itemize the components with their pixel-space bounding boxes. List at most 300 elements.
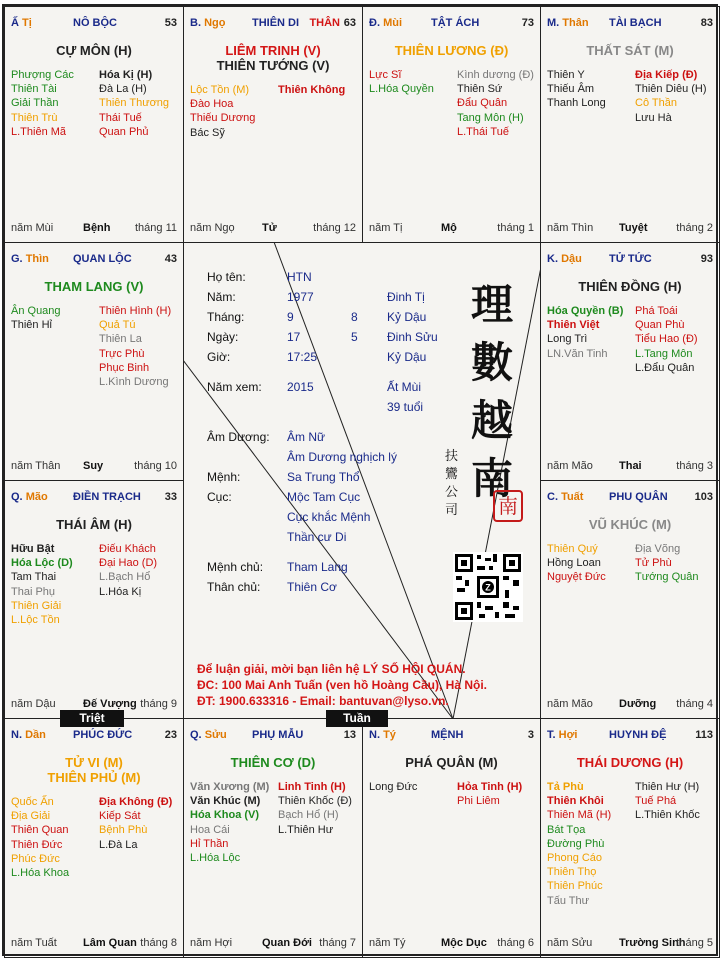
palace-footer bbox=[369, 222, 534, 236]
palace-name: NÔ BỘC bbox=[73, 17, 117, 29]
palace-name: PHỤ MẪU bbox=[252, 729, 304, 741]
palace-month: tháng 1 bbox=[497, 222, 534, 234]
palace-footer bbox=[11, 937, 177, 951]
minor-stars-left bbox=[547, 780, 611, 908]
main-stars bbox=[5, 517, 183, 532]
palace-name: TỬ TỨC bbox=[609, 253, 652, 265]
minor-stars-left bbox=[11, 304, 61, 332]
hour-value: 17:25 bbox=[287, 350, 318, 364]
palace-month: tháng 4 bbox=[676, 698, 713, 710]
main-star: PHÁ QUÂN (M) bbox=[405, 755, 498, 770]
minor-star: Thiên Phúc bbox=[547, 880, 603, 893]
palace-month: tháng 2 bbox=[676, 222, 713, 234]
minor-star: Nguyệt Đức bbox=[547, 571, 606, 584]
thanchu-value: Thiên Cơ bbox=[287, 580, 337, 594]
palace-name: QUAN LỘC bbox=[73, 253, 132, 265]
palace-phase: Suy bbox=[83, 460, 104, 472]
minor-star: L.Đẩu Quân bbox=[635, 361, 695, 374]
minor-star: Kình dương (Đ) bbox=[457, 69, 534, 81]
calligraphy-char: 理 bbox=[470, 280, 513, 329]
amduong-note: Âm Dương nghịch lý bbox=[287, 450, 397, 464]
minor-star: L.Kình Dương bbox=[99, 376, 169, 389]
minor-star: Giải Thần bbox=[11, 97, 59, 110]
minor-star: Phong Cáo bbox=[547, 852, 603, 865]
minor-stars-left bbox=[369, 780, 417, 794]
main-star: THIÊN TƯỚNG (V) bbox=[216, 58, 330, 73]
minor-star: Tướng Quân bbox=[635, 571, 699, 584]
triet-tag: Triệt bbox=[60, 710, 124, 727]
minor-star: Trực Phù bbox=[99, 347, 145, 360]
day-lunar: 5 bbox=[351, 330, 358, 344]
palace-header bbox=[190, 729, 356, 743]
palace-position: N. Dần bbox=[11, 729, 46, 741]
palace-header bbox=[11, 729, 177, 743]
minor-star: Kiếp Sát bbox=[99, 810, 141, 823]
calligraphy-char: 數 bbox=[470, 338, 513, 387]
minor-stars-left bbox=[547, 304, 623, 361]
minor-star: Thiên Giải bbox=[11, 599, 62, 612]
palace-phase: Đế Vượng bbox=[83, 698, 137, 710]
main-star: CỰ MÔN (H) bbox=[56, 43, 132, 58]
cuc-label: Cục: bbox=[207, 490, 232, 504]
minor-stars-left bbox=[369, 68, 434, 96]
cuc-note: Cục khắc Mệnh bbox=[287, 510, 371, 524]
minor-star: Hoa Cái bbox=[190, 823, 230, 836]
minor-stars-right bbox=[99, 542, 157, 599]
cuc-note-2: Thần cư Di bbox=[287, 530, 347, 544]
palace-phase: Bệnh bbox=[83, 222, 111, 234]
palace-position: B. Ngọ bbox=[190, 17, 226, 29]
main-stars bbox=[5, 755, 183, 785]
palace-name: TẬT ÁCH bbox=[431, 17, 480, 29]
minor-star: Địa Kiếp (Đ) bbox=[635, 69, 698, 81]
main-star: THÁI DƯƠNG (H) bbox=[576, 755, 684, 770]
palace-position: Ấ Tị bbox=[11, 17, 32, 29]
palace-year: năm Tị bbox=[369, 222, 403, 234]
palace-phase: Quan Đới bbox=[262, 937, 312, 949]
calligraphy-char: 越 bbox=[470, 396, 513, 445]
palace-position: N. Tý bbox=[369, 729, 396, 741]
minor-star: Hóa Kị (H) bbox=[99, 69, 153, 81]
minor-star: Địa Giải bbox=[11, 810, 51, 823]
svg-text:Z: Z bbox=[485, 582, 491, 593]
main-stars bbox=[363, 755, 540, 770]
calligraphy-char: 南 bbox=[470, 454, 513, 503]
side-vertical-text: 扶 鸞 公 司 bbox=[445, 449, 459, 518]
main-stars bbox=[184, 755, 362, 770]
palace-year: năm Mão bbox=[547, 698, 593, 710]
palace-month: tháng 6 bbox=[497, 937, 534, 949]
palace-name: TÀI BẠCH bbox=[609, 17, 662, 29]
minor-star: Thiếu Dương bbox=[190, 112, 256, 125]
palace-position: K. Dậu bbox=[547, 253, 582, 265]
palace-position: T. Hợi bbox=[547, 729, 578, 741]
minor-star: Cô Thần bbox=[635, 97, 677, 110]
minor-star: Thiên Quý bbox=[547, 543, 598, 555]
minor-star: Thiếu Âm bbox=[547, 83, 595, 96]
palace-cell bbox=[540, 480, 720, 719]
minor-star: Quan Phù bbox=[635, 319, 685, 332]
palace-number: 3 bbox=[527, 729, 534, 741]
minor-star: Địa Không (Đ) bbox=[99, 796, 173, 808]
main-stars bbox=[363, 43, 540, 58]
minor-star: Thiên Diêu (H) bbox=[635, 83, 707, 96]
minor-star: Phá Toái bbox=[635, 305, 678, 317]
contact-phone-email: ĐT: 1900.633316 - Email: bantuvan@lyso.vn. bbox=[197, 694, 449, 708]
palace-cell bbox=[4, 480, 184, 719]
minor-star: Đào Hoa bbox=[190, 98, 234, 111]
minor-stars-right bbox=[278, 83, 345, 97]
palace-footer bbox=[369, 937, 534, 951]
tuan-tag: Tuần bbox=[326, 710, 388, 727]
main-stars bbox=[184, 43, 362, 73]
main-star: THIÊN CƠ (D) bbox=[230, 755, 316, 770]
month-lunar: 8 bbox=[351, 310, 358, 324]
than-marker: THÂN bbox=[309, 17, 340, 29]
palace-position: M. Thân bbox=[547, 17, 589, 29]
palace-header bbox=[547, 17, 713, 31]
palace-number: 73 bbox=[521, 17, 534, 29]
minor-star: Văn Xương (M) bbox=[190, 781, 270, 793]
main-star: THÁI ÂM (H) bbox=[56, 517, 132, 532]
palace-phase: Lâm Quan bbox=[83, 937, 137, 949]
main-stars bbox=[541, 517, 719, 532]
minor-star: Phục Binh bbox=[99, 361, 150, 374]
minor-star: Hữu Bật bbox=[11, 543, 55, 555]
minor-star: Bạch Hổ (H) bbox=[278, 809, 339, 822]
minor-star: Thiên Mã (H) bbox=[547, 809, 612, 822]
minor-star: L.Lộc Tồn bbox=[11, 614, 60, 627]
palace-header bbox=[547, 491, 713, 505]
month-can: Kỷ Dậu bbox=[387, 310, 427, 324]
minor-stars-left bbox=[547, 542, 606, 585]
minor-star: Thái Tuế bbox=[99, 111, 142, 124]
minor-star: Thiên Đức bbox=[11, 838, 63, 851]
minor-stars-left bbox=[547, 68, 606, 111]
palace-year: năm Ngọ bbox=[190, 222, 235, 234]
name-value: HTN bbox=[287, 270, 312, 284]
year-can: Đinh Tị bbox=[387, 290, 425, 304]
main-star: THIÊN PHỦ (M) bbox=[47, 770, 141, 785]
minor-star: Lưu Hà bbox=[635, 111, 672, 124]
qr-code[interactable] bbox=[453, 552, 523, 622]
palace-month: tháng 7 bbox=[319, 937, 356, 949]
minor-star: Thanh Long bbox=[547, 97, 606, 110]
menh-label: Mệnh: bbox=[207, 470, 241, 484]
minor-star: Thiên Hình (H) bbox=[99, 305, 172, 317]
palace-year: năm Sửu bbox=[547, 937, 593, 949]
palace-position: Q. Sửu bbox=[190, 729, 227, 741]
month-value: 9 bbox=[287, 310, 294, 324]
palace-number: 103 bbox=[694, 491, 713, 503]
minor-star: Tử Phù bbox=[635, 557, 672, 570]
menh-value: Sa Trung Thổ bbox=[287, 470, 360, 484]
minor-star: Thiên Thọ bbox=[547, 866, 597, 879]
minor-star: L.Thiên Khốc bbox=[635, 809, 700, 822]
palace-number: 13 bbox=[343, 729, 356, 741]
palace-name: ĐIỀN TRẠCH bbox=[73, 491, 141, 503]
palace-month: tháng 11 bbox=[134, 222, 177, 234]
minor-stars-right bbox=[635, 542, 699, 585]
minor-star: L.Thái Tuế bbox=[457, 125, 509, 138]
minor-star: Đường Phù bbox=[547, 837, 605, 850]
view-year-label: Năm xem: bbox=[207, 380, 262, 394]
minor-star: Thiên Trù bbox=[11, 111, 58, 124]
minor-star: Long Đức bbox=[369, 781, 418, 793]
contact-line-1: Để luận giải, mời bạn liên hệ LÝ SỐ HỘI QUÁN. bbox=[197, 662, 466, 676]
minor-star: Quốc Ấn bbox=[11, 796, 54, 808]
day-can: Đinh Sửu bbox=[387, 330, 438, 344]
minor-stars-right bbox=[99, 68, 169, 139]
amduong-value: Âm Nữ bbox=[287, 430, 326, 444]
palace-position: G. Thìn bbox=[11, 253, 49, 265]
minor-star: Đà La (H) bbox=[99, 83, 147, 96]
minor-star: Thiên La bbox=[99, 333, 142, 346]
palace-cell bbox=[183, 718, 363, 958]
minor-star: Tả Phù bbox=[547, 781, 584, 793]
palace-phase: Tử bbox=[262, 222, 277, 234]
minor-star: Hóa Quyền (B) bbox=[547, 305, 624, 317]
minor-star: Thiên Khốc (Đ) bbox=[278, 795, 352, 808]
palace-month: tháng 5 bbox=[676, 937, 713, 949]
day-value: 17 bbox=[287, 330, 301, 344]
year-label: Năm: bbox=[207, 290, 236, 304]
minor-star: Thiên Không bbox=[278, 84, 346, 96]
palace-number: 43 bbox=[164, 253, 177, 265]
palace-year: năm Tý bbox=[369, 937, 406, 949]
palace-month: tháng 8 bbox=[140, 937, 177, 949]
thanchu-label: Thân chủ: bbox=[207, 580, 261, 594]
palace-header bbox=[11, 491, 177, 505]
minor-star: L.Tang Môn bbox=[635, 347, 693, 360]
palace-cell bbox=[4, 718, 184, 958]
minor-stars-left bbox=[190, 780, 269, 865]
palace-footer bbox=[11, 460, 177, 474]
palace-number: 33 bbox=[164, 491, 177, 503]
chart-center-info bbox=[183, 242, 541, 719]
minor-star: Bát Tọa bbox=[547, 823, 586, 836]
palace-year: năm Tuất bbox=[11, 937, 57, 949]
view-year-can: Ất Mùi bbox=[387, 380, 422, 394]
minor-star: Lộc Tồn (M) bbox=[190, 84, 250, 96]
minor-star: Thiên Hư (H) bbox=[635, 781, 700, 793]
minor-star: Quan Phủ bbox=[99, 125, 149, 138]
palace-cell bbox=[540, 718, 720, 958]
minor-star: Tam Thai bbox=[11, 571, 57, 584]
minor-star: L.Thiên Hư bbox=[278, 823, 334, 836]
minor-star: Lực Sĩ bbox=[369, 69, 402, 81]
palace-cell bbox=[540, 6, 720, 243]
contact-address: ĐC: 100 Mai Anh Tuấn (ven hồ Hoàng Cầu), Hà Nội. bbox=[197, 678, 488, 692]
palace-number: 63 bbox=[343, 17, 356, 29]
name-label: Họ tên: bbox=[207, 270, 246, 284]
minor-stars-right bbox=[99, 795, 172, 852]
minor-star: Hóa Khoa (V) bbox=[190, 809, 260, 822]
minor-star: Linh Tinh (H) bbox=[278, 781, 346, 793]
minor-star: L.Hóa Lộc bbox=[190, 852, 241, 865]
palace-cell bbox=[362, 6, 541, 243]
minor-star: L.Đà La bbox=[99, 838, 138, 851]
palace-phase: Thai bbox=[619, 460, 642, 472]
minor-stars-right bbox=[635, 780, 700, 823]
palace-year: năm Thìn bbox=[547, 222, 594, 234]
minor-star: Đẩu Quân bbox=[457, 97, 508, 110]
red-seal: 南 bbox=[493, 490, 523, 522]
minor-star: Bác Sỹ bbox=[190, 126, 225, 139]
minor-star: Ân Quang bbox=[11, 305, 61, 317]
cuc-value: Mộc Tam Cục bbox=[287, 490, 361, 504]
palace-position: C. Tuất bbox=[547, 491, 584, 503]
palace-name: THIÊN DI bbox=[252, 17, 300, 29]
minor-star: Văn Khúc (M) bbox=[190, 795, 261, 808]
palace-phase: Mộc Dục bbox=[441, 937, 487, 949]
calligraphy-title bbox=[467, 276, 517, 508]
palace-phase: Trường Sinh bbox=[619, 937, 686, 949]
minor-star: Điếu Khách bbox=[99, 543, 156, 555]
menhchu-label: Mệnh chủ: bbox=[207, 560, 264, 574]
minor-star: L.Thiên Mã bbox=[11, 125, 67, 138]
main-star: THIÊN ĐỒNG (H) bbox=[578, 279, 682, 294]
minor-stars-left bbox=[11, 68, 74, 139]
palace-footer bbox=[190, 222, 356, 236]
minor-star: Thiên Sứ bbox=[457, 83, 503, 96]
main-star: THẤT SÁT (M) bbox=[586, 43, 674, 58]
main-stars bbox=[5, 279, 183, 294]
minor-stars-right bbox=[635, 304, 698, 375]
palace-cell bbox=[4, 242, 184, 481]
minor-stars-right bbox=[278, 780, 352, 837]
minor-star: Long Trì bbox=[547, 333, 588, 346]
palace-header bbox=[11, 17, 177, 31]
minor-stars-right bbox=[457, 68, 534, 139]
palace-footer bbox=[547, 937, 713, 951]
palace-number: 53 bbox=[164, 17, 177, 29]
palace-year: năm Dậu bbox=[11, 698, 56, 710]
minor-star: LN.Văn Tinh bbox=[547, 347, 608, 360]
palace-header bbox=[11, 253, 177, 267]
palace-position: Q. Mão bbox=[11, 491, 48, 503]
palace-header bbox=[547, 729, 713, 743]
main-star: VŨ KHÚC (M) bbox=[588, 517, 672, 532]
palace-header bbox=[369, 17, 534, 31]
minor-star: L.Hóa Kị bbox=[99, 585, 142, 598]
minor-star: Địa Võng bbox=[635, 543, 681, 555]
palace-month: tháng 3 bbox=[676, 460, 713, 472]
minor-star: Tang Môn (H) bbox=[457, 111, 524, 124]
palace-header bbox=[547, 253, 713, 267]
amduong-label: Âm Dương: bbox=[207, 430, 270, 444]
minor-star: Phúc Đức bbox=[11, 852, 60, 865]
palace-cell bbox=[362, 718, 541, 958]
view-year-value: 2015 bbox=[287, 380, 314, 394]
minor-stars-right bbox=[635, 68, 707, 125]
minor-star: Thiên Việt bbox=[547, 319, 600, 332]
tuvi-chart bbox=[2, 4, 718, 956]
main-star: THAM LANG (V) bbox=[44, 279, 144, 294]
minor-star: Phi Liêm bbox=[457, 795, 500, 808]
minor-star: Tuế Phá bbox=[635, 795, 677, 808]
menhchu-value: Tham Lang bbox=[287, 560, 348, 574]
minor-star: Thiên Quan bbox=[11, 824, 69, 837]
minor-star: L.Hóa Quyền bbox=[369, 83, 434, 96]
minor-star: Hỏa Tinh (H) bbox=[457, 781, 523, 793]
main-stars bbox=[5, 43, 183, 58]
minor-star: Quả Tú bbox=[99, 319, 136, 332]
palace-year: năm Mùi bbox=[11, 222, 54, 234]
palace-phase: Tuyệt bbox=[619, 222, 648, 234]
palace-footer bbox=[190, 937, 356, 951]
palace-name: PHÚC ĐỨC bbox=[73, 729, 133, 741]
palace-number: 113 bbox=[695, 729, 713, 741]
minor-star: L.Hóa Khoa bbox=[11, 867, 70, 880]
minor-stars-left bbox=[190, 83, 255, 140]
palace-number: 83 bbox=[700, 17, 713, 29]
palace-name: MỆNH bbox=[431, 729, 464, 741]
minor-stars-left bbox=[11, 542, 73, 627]
minor-star: Đại Hao (D) bbox=[99, 557, 158, 570]
minor-star: Thiên Khôi bbox=[547, 795, 604, 808]
minor-star: L.Bạch Hổ bbox=[99, 571, 151, 584]
palace-header bbox=[190, 17, 356, 31]
minor-stars-right bbox=[457, 780, 522, 808]
minor-star: Thiên Hỉ bbox=[11, 319, 52, 332]
minor-star: Thai Phụ bbox=[11, 585, 56, 598]
main-stars bbox=[541, 279, 719, 294]
age-value: 39 tuổi bbox=[387, 400, 424, 414]
main-stars bbox=[541, 43, 719, 58]
day-label: Ngày: bbox=[207, 330, 239, 344]
minor-stars-right bbox=[99, 304, 171, 389]
palace-cell bbox=[183, 6, 363, 243]
main-star: THIÊN LƯƠNG (Đ) bbox=[394, 43, 509, 58]
hour-can: Kỷ Dậu bbox=[387, 350, 427, 364]
palace-year: năm Thân bbox=[11, 460, 61, 472]
month-label: Tháng: bbox=[207, 310, 245, 324]
palace-phase: Dưỡng bbox=[619, 698, 657, 710]
minor-star: Hóa Lộc (D) bbox=[11, 557, 73, 570]
minor-star: Phượng Các bbox=[11, 69, 74, 81]
main-star: LIÊM TRINH (V) bbox=[225, 43, 321, 58]
main-star: TỬ VI (M) bbox=[65, 755, 123, 770]
minor-star: Bệnh Phù bbox=[99, 824, 148, 837]
minor-star: Thiên Y bbox=[547, 69, 585, 81]
main-stars bbox=[541, 755, 719, 770]
palace-cell bbox=[540, 242, 720, 481]
minor-star: Hỉ Thần bbox=[190, 837, 229, 850]
palace-header bbox=[369, 729, 534, 743]
minor-star: Hồng Loan bbox=[547, 557, 601, 570]
minor-star: Thiên Thương bbox=[99, 97, 170, 110]
minor-star: Tiểu Hao (Đ) bbox=[635, 333, 698, 346]
minor-star: Thiên Tài bbox=[11, 83, 57, 96]
year-value: 1977 bbox=[287, 290, 314, 304]
palace-phase: Mộ bbox=[441, 222, 457, 234]
palace-year: năm Mão bbox=[547, 460, 593, 472]
hour-label: Giờ: bbox=[207, 350, 231, 364]
palace-month: tháng 9 bbox=[140, 698, 177, 710]
palace-footer bbox=[11, 222, 177, 236]
palace-footer bbox=[547, 222, 713, 236]
minor-star: Tấu Thư bbox=[547, 894, 590, 907]
palace-month: tháng 10 bbox=[134, 460, 177, 472]
palace-month: tháng 12 bbox=[313, 222, 356, 234]
palace-name: HUYNH ĐỆ bbox=[609, 729, 667, 741]
palace-footer bbox=[547, 698, 713, 712]
palace-number: 23 bbox=[164, 729, 177, 741]
palace-name: PHU QUÂN bbox=[609, 491, 668, 503]
palace-position: Đ. Mùi bbox=[369, 17, 403, 29]
palace-cell bbox=[4, 6, 184, 243]
